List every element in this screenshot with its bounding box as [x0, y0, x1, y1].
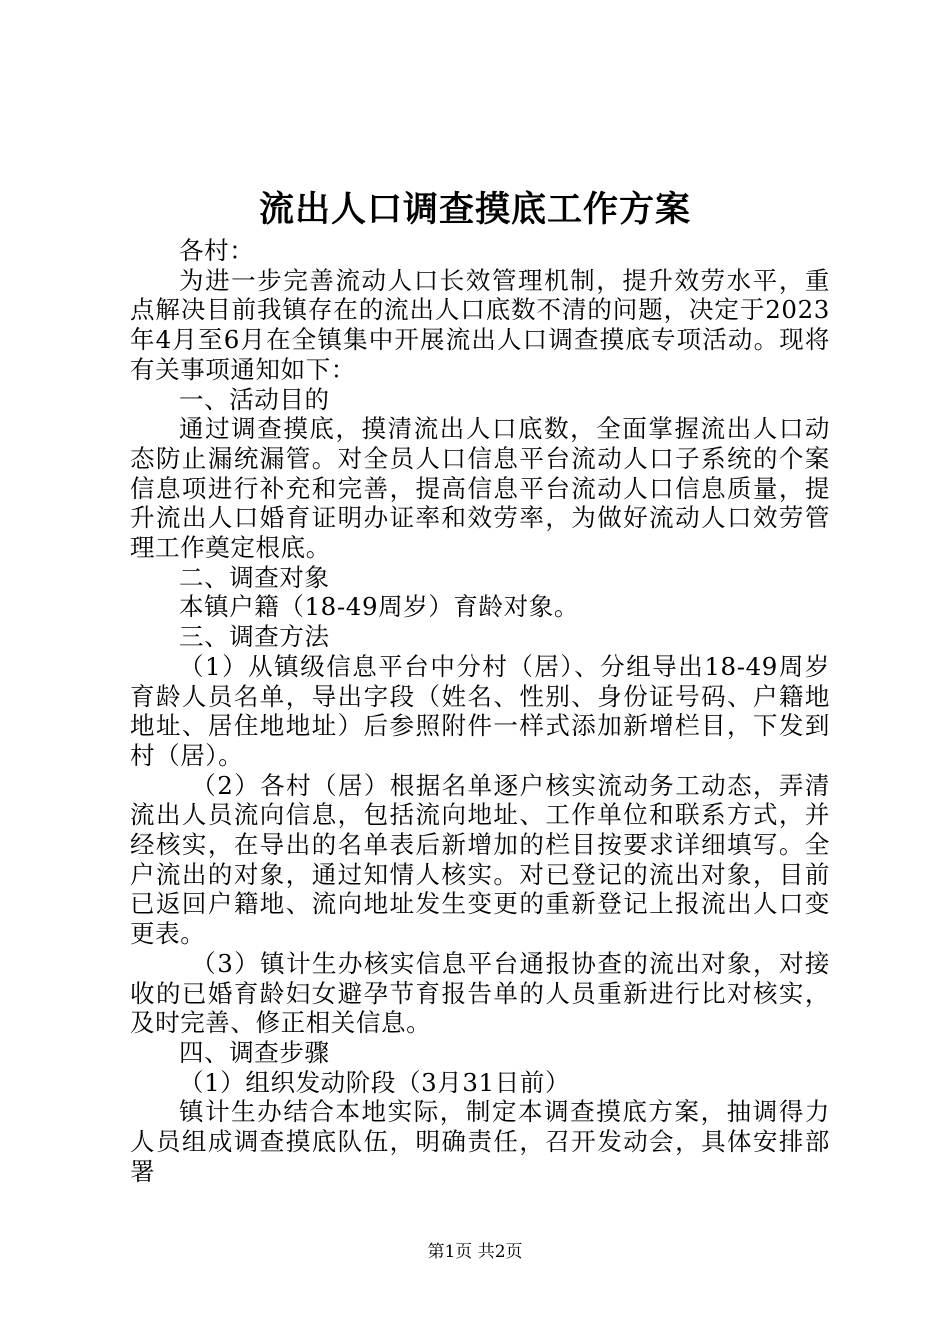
- section-heading-steps: 四、调查步骤: [179, 1037, 330, 1067]
- section-heading-targets: 二、调查对象: [179, 562, 330, 592]
- document-title: 流出人口调查摸底工作方案: [258, 189, 691, 230]
- section-heading-methods: 三、调查方法: [179, 622, 330, 652]
- page-footer: 第1页 共2页: [427, 1242, 523, 1262]
- document-body: [130, 236, 830, 1187]
- intro-paragraph: 为进一步完善流动人口长效管理机制，提升效劳水平，重点解决目前我镇存在的流出人口底数不清的问题，决定于2023年4月至6月在全镇集中开展流出人口调查摸底专项活动。现将有关事项通知如下：: [130, 265, 830, 384]
- method-item-1: （1）从镇级信息平台中分村（居）、分组导出18-49周岁育龄人员名单，导出字段（姓名、性别、身份证号码、户籍地地址、居住地地址）后参照附件一样式添加新增栏目，下发到村（居）。: [130, 651, 830, 770]
- step-1-paragraph: 镇计生办结合本地实际，制定本调查摸底方案，抽调得力人员组成调查摸底队伍，明确责任，召开发动会，具体安排部署: [130, 1097, 830, 1186]
- salutation: 各村：: [179, 236, 255, 265]
- method-item-2: （2）各村（居）根据名单逐户核实流动务工动态，弄清流出人员流向信息，包括流向地址、工作单位和联系方式，并经核实，在导出的名单表后新增加的栏目按要求详细填写。全户流出的对象，通过知情人核实。对已登记的流出对象，目前已返回户籍地、流向地址发生变更的重新登记上报流出人口变更表。: [130, 770, 830, 949]
- section-heading-purpose: 一、活动目的: [179, 384, 330, 414]
- step-1-heading: （1）组织发动阶段（3月31日前）: [179, 1067, 571, 1097]
- targets-paragraph: 本镇户籍（18-49周岁）育龄对象。: [179, 592, 579, 622]
- method-item-3: （3）镇计生办核实信息平台通报协查的流出对象，对接收的已婚育龄妇女避孕节育报告单的人员重新进行比对核实，及时完善、修正相关信息。: [130, 948, 830, 1038]
- purpose-paragraph: 通过调查摸底，摸清流出人口底数，全面掌握流出人口动态防止漏统漏管。对全员人口信息平台流动人口子系统的个案信息项进行补充和完善，提高信息平台流动人口信息质量，提升流出人口婚育证明办证率和效劳率，为做好流动人口效劳管理工作奠定根底。: [130, 414, 830, 563]
